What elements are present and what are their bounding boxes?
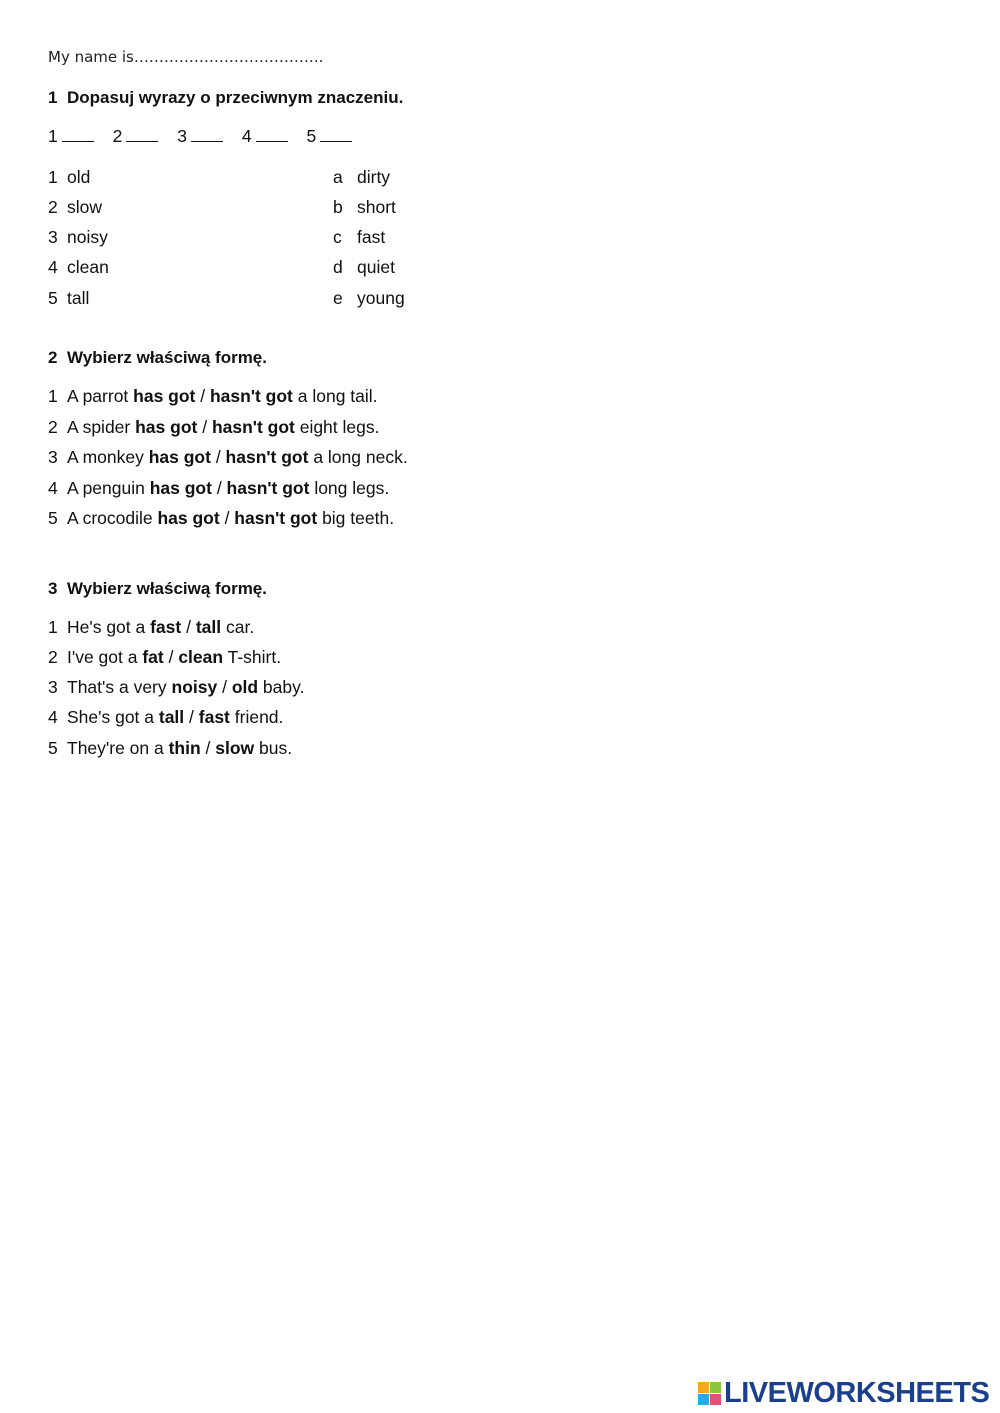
answer-blank[interactable]: 4 [242, 126, 288, 147]
exercise-2-item: 3 A monkey has got / hasn't got a long neck. [48, 447, 408, 467]
logo-text: LIVEWORKSHEETS [724, 1377, 990, 1409]
match-right-item: e young [333, 288, 405, 308]
choice-option[interactable]: fast [198, 707, 230, 727]
exercise-3-number: 3 [48, 579, 58, 598]
choice-option[interactable]: hasn't got [209, 386, 293, 406]
exercise-2-item: 5 A crocodile has got / hasn't got big teeth. [48, 508, 395, 528]
match-left-item: 2 slow [48, 197, 103, 217]
match-right-item: d quiet [333, 257, 395, 277]
exercise-2-instruction: Wybierz właściwą formę. [67, 348, 267, 367]
choice-option[interactable]: has got [149, 478, 212, 498]
exercise-2-heading [48, 348, 267, 368]
choice-option[interactable]: hasn't got [211, 417, 295, 437]
match-right-item: a dirty [333, 167, 391, 187]
choice-option[interactable]: has got [148, 447, 211, 467]
match-left-item: 3 noisy [48, 227, 108, 247]
answer-blank[interactable]: 5 [306, 126, 352, 147]
match-right-item: c fast [333, 227, 386, 247]
exercise-3-item: 4 She's got a tall / fast friend. [48, 707, 284, 727]
name-line: My name is……………………………….. [48, 48, 324, 66]
match-left-item: 5 tall [48, 288, 90, 308]
match-left-item: 4 clean [48, 257, 109, 277]
logo-mark-icon [698, 1382, 721, 1405]
exercise-1-heading [48, 88, 403, 108]
choice-option[interactable]: slow [215, 738, 255, 758]
choice-option[interactable]: fat [142, 647, 164, 667]
logo-mark-tile [710, 1394, 721, 1405]
answer-blank[interactable]: 3 [177, 126, 223, 147]
exercise-3-instruction: Wybierz właściwą formę. [67, 579, 267, 598]
exercise-2-item: 2 A spider has got / hasn't got eight legs. [48, 417, 380, 437]
exercise-2-number: 2 [48, 348, 58, 367]
choice-option[interactable]: tall [195, 617, 222, 637]
choice-option[interactable]: has got [133, 386, 196, 406]
match-left-item: 1 old [48, 167, 91, 187]
logo-mark-tile [698, 1394, 709, 1405]
liveworksheets-logo [698, 1377, 989, 1410]
exercise-3-item: 3 That's a very noisy / old baby. [48, 677, 305, 697]
exercise-3-item: 5 They're on a thin / slow bus. [48, 738, 293, 758]
exercise-2-item: 4 A penguin has got / hasn't got long legs. [48, 478, 390, 498]
logo-mark-tile [710, 1382, 721, 1393]
exercise-3-item: 2 I've got a fat / clean T-shirt. [48, 647, 282, 667]
answer-blank[interactable]: 2 [113, 126, 159, 147]
exercise-1-number: 1 [48, 88, 58, 107]
choice-option[interactable]: hasn't got [226, 478, 310, 498]
choice-option[interactable]: clean [178, 647, 224, 667]
answer-blank[interactable]: 1 [48, 126, 94, 147]
exercise-3-item: 1 He's got a fast / tall car. [48, 617, 255, 637]
choice-option[interactable]: old [231, 677, 259, 697]
choice-option[interactable]: noisy [171, 677, 218, 697]
choice-option[interactable]: tall [158, 707, 185, 727]
answer-blanks [48, 126, 366, 147]
choice-option[interactable]: has got [135, 417, 198, 437]
logo-mark-tile [698, 1382, 709, 1393]
choice-option[interactable]: fast [150, 617, 182, 637]
exercise-3-heading [48, 579, 267, 599]
choice-option[interactable]: thin [168, 738, 201, 758]
match-right-item: b short [333, 197, 396, 217]
choice-option[interactable]: has got [157, 508, 220, 528]
choice-option[interactable]: hasn't got [225, 447, 309, 467]
exercise-1-instruction: Dopasuj wyrazy o przeciwnym znaczeniu. [67, 88, 404, 107]
exercise-2-item: 1 A parrot has got / hasn't got a long tail. [48, 386, 378, 406]
choice-option[interactable]: hasn't got [234, 508, 318, 528]
